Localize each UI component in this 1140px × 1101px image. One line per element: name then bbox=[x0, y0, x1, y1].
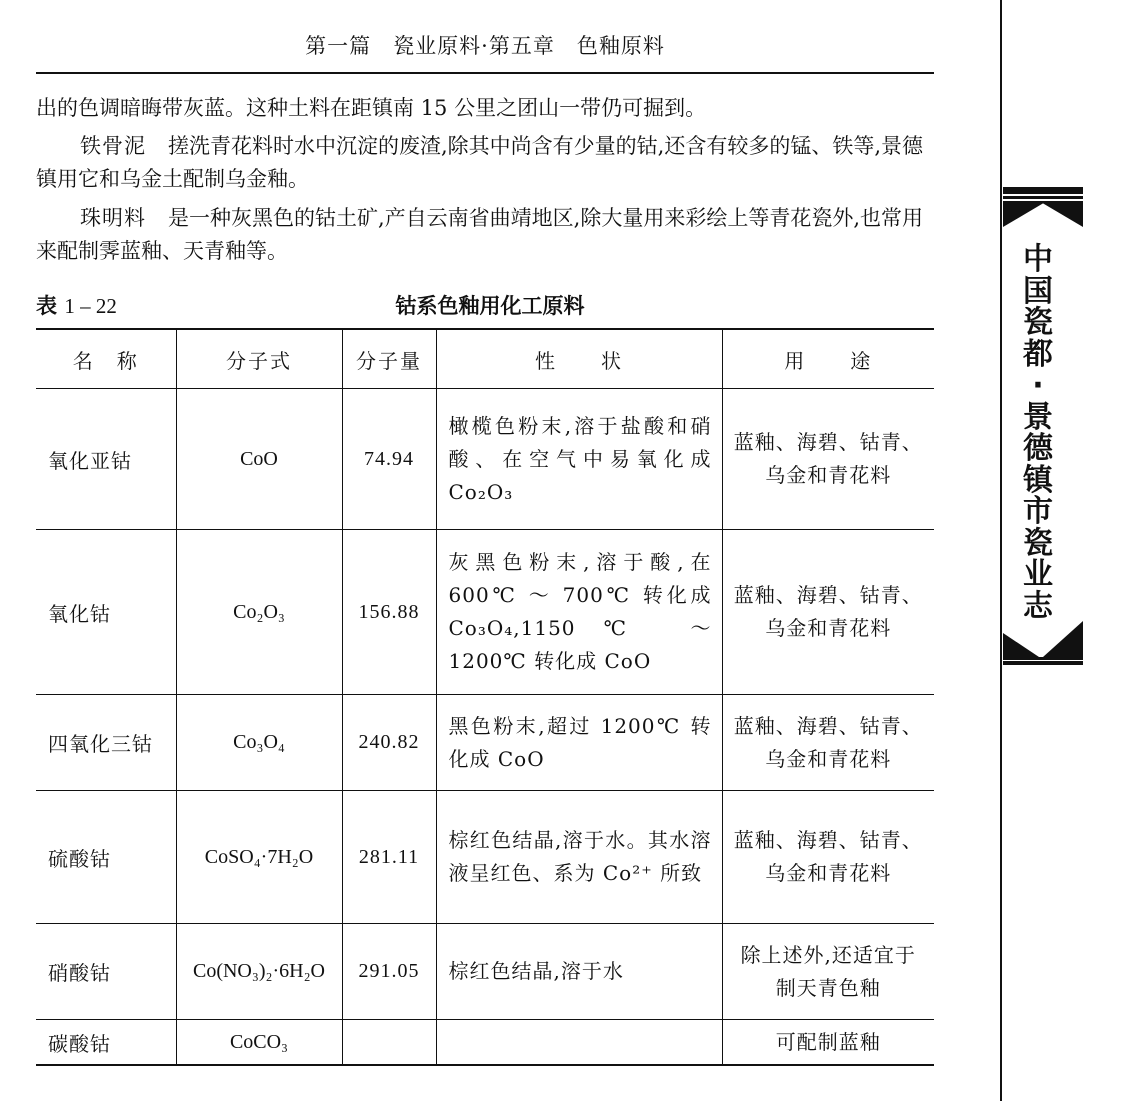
cell-use: 除上述外,还适宜于制天青色釉 bbox=[722, 924, 934, 1020]
paragraph-zhuming-liao bbox=[36, 202, 936, 268]
cell-property: 棕红色结晶,溶于水 bbox=[436, 924, 722, 1020]
cell-property: 灰黑色粉末,溶于酸,在 600℃ ～ 700℃ 转化成 Co₃O₄,1150℃ ～ 1200℃ 转化成 CoO bbox=[436, 530, 722, 695]
term-label: 铁骨泥 bbox=[80, 134, 146, 158]
cell-name: 硫酸钴 bbox=[36, 791, 176, 924]
cell-use: 蓝釉、海碧、钴青、乌金和青花料 bbox=[722, 389, 934, 530]
table-header-row bbox=[36, 329, 934, 389]
table-title: 钴系色釉用化工原料 bbox=[395, 294, 585, 318]
side-tab-title bbox=[1010, 244, 1066, 622]
header-name: 名 称 bbox=[36, 329, 176, 389]
table-row bbox=[36, 791, 934, 924]
table-row bbox=[36, 924, 934, 1020]
header-rule bbox=[36, 72, 934, 74]
cell-name: 四氧化三钴 bbox=[36, 695, 176, 791]
table-number-value: 1 – 22 bbox=[64, 294, 117, 318]
cobalt-materials-table bbox=[36, 328, 934, 1066]
side-tab-char: 瓷 bbox=[1023, 525, 1053, 561]
cell-property: 黑色粉末,超过 1200℃ 转化成 CoO bbox=[436, 695, 722, 791]
cell-formula: Co₂O₃ bbox=[176, 530, 342, 695]
page-edge-rule bbox=[1000, 0, 1002, 1101]
cell-formula: CoO bbox=[176, 389, 342, 530]
cell-mw: 74.94 bbox=[342, 389, 436, 530]
cell-mw: 156.88 bbox=[342, 530, 436, 695]
cell-use: 蓝釉、海碧、钴青、乌金和青花料 bbox=[722, 530, 934, 695]
table-row bbox=[36, 695, 934, 791]
cell-use: 蓝釉、海碧、钴青、乌金和青花料 bbox=[722, 791, 934, 924]
header-property: 性 状 bbox=[436, 329, 722, 389]
paragraph-continuation: 出的色调暗晦带灰蓝。这种土料在距镇南 15 公里之团山一带仍可掘到。 bbox=[36, 96, 707, 120]
table-row bbox=[36, 389, 934, 530]
header-formula: 分子式 bbox=[176, 329, 342, 389]
side-tab-char: 市 bbox=[1023, 494, 1053, 529]
paragraph-body: 搓洗青花料时水中沉淀的废渣,除其中尚含有少量的钴,还含有较多的锰、铁等,景德镇用它和乌金土配制乌金釉。 bbox=[36, 134, 924, 191]
table-number bbox=[36, 290, 117, 320]
cell-name: 硝酸钴 bbox=[36, 924, 176, 1020]
cell-mw: 240.82 bbox=[342, 695, 436, 791]
table-row bbox=[36, 1020, 934, 1066]
cell-property: 橄榄色粉末,溶于盐酸和硝酸、在空气中易氧化成 Co₂O₃ bbox=[436, 389, 722, 530]
cell-formula: CoSO₄·7H₂O bbox=[176, 791, 342, 924]
cell-formula: Co₃O₄ bbox=[176, 695, 342, 791]
side-tab-char: · bbox=[1032, 368, 1044, 403]
table-label: 表 bbox=[36, 294, 57, 318]
cell-formula: Co(NO₃)₂·6H₂O bbox=[176, 924, 342, 1020]
header-mw: 分子量 bbox=[342, 329, 436, 389]
cell-property: 棕红色结晶,溶于水。其水溶液呈红色、系为 Co²⁺ 所致 bbox=[436, 791, 722, 924]
side-tab-char: 景 bbox=[1023, 399, 1053, 435]
side-tab-char: 国 bbox=[1023, 273, 1053, 309]
side-tab-char: 志 bbox=[1023, 588, 1053, 624]
cell-name: 碳酸钴 bbox=[36, 1020, 176, 1066]
side-tab-char: 都 bbox=[1023, 336, 1053, 372]
cell-use: 蓝釉、海碧、钴青、乌金和青花料 bbox=[722, 695, 934, 791]
header-use: 用 途 bbox=[722, 329, 934, 389]
side-tab-char: 中 bbox=[1023, 242, 1053, 277]
cell-name: 氧化钴 bbox=[36, 530, 176, 695]
term-label: 珠明料 bbox=[80, 206, 146, 230]
cell-mw: 281.11 bbox=[342, 791, 436, 924]
side-tab-char: 镇 bbox=[1023, 462, 1053, 498]
side-tab-char: 德 bbox=[1023, 431, 1053, 466]
cell-mw: 291.05 bbox=[342, 924, 436, 1020]
paragraph-body: 是一种灰黑色的钴土矿,产自云南省曲靖地区,除大量用来彩绘上等青花瓷外,也常用来配制霁蓝釉、天青釉等。 bbox=[36, 206, 924, 263]
cell-mw bbox=[342, 1020, 436, 1066]
paragraph-tiegu-ni bbox=[36, 130, 936, 196]
running-header: 第一篇 瓷业原料·第五章 色釉原料 bbox=[305, 34, 665, 58]
cell-name: 氧化亚钴 bbox=[36, 389, 176, 530]
side-tab-char: 瓷 bbox=[1023, 305, 1053, 340]
cell-property bbox=[436, 1020, 722, 1066]
cell-use: 可配制蓝釉 bbox=[722, 1020, 934, 1066]
table-row bbox=[36, 530, 934, 695]
cell-formula: CoCO₃ bbox=[176, 1020, 342, 1066]
side-tab-char: 业 bbox=[1023, 557, 1053, 592]
